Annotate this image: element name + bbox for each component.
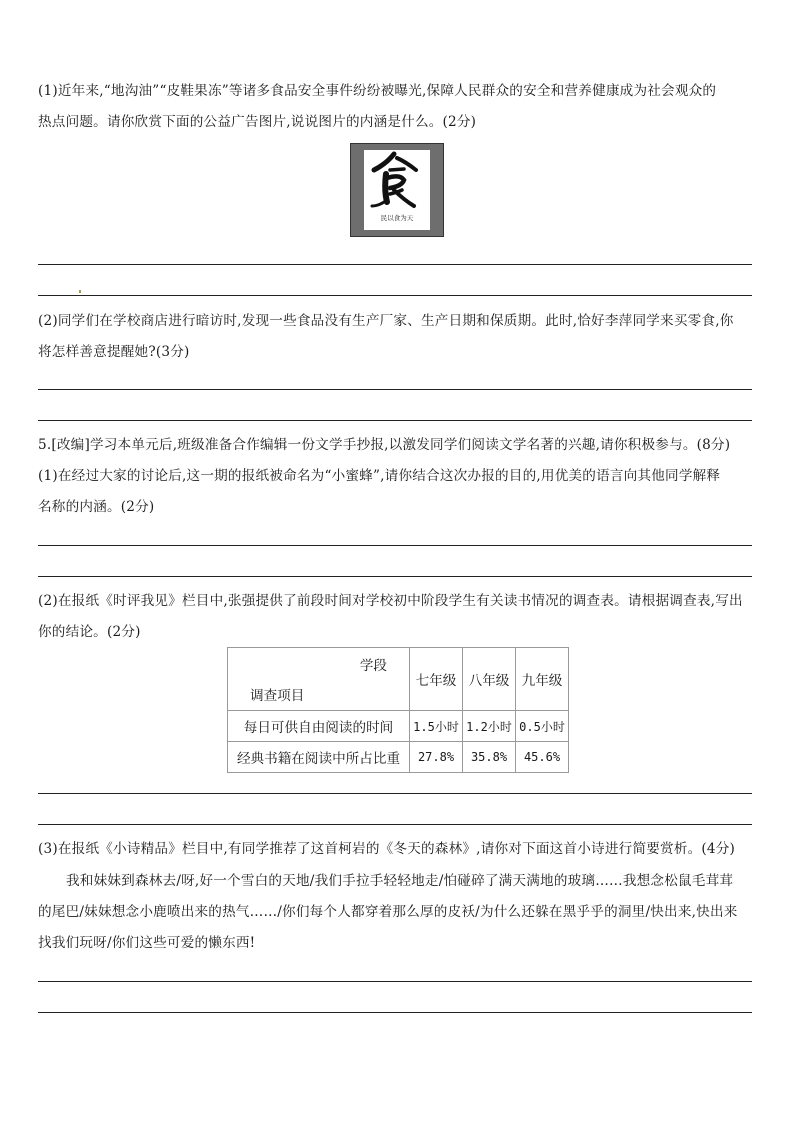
question-5-header: 5.[改编]学习本单元后,班级准备合作编辑一份文学手抄报,以激发同学们阅读文学名著的兴趣,请你积极参与。(8分) [38,437,731,453]
answer-line [38,389,752,390]
reading-survey-table [227,647,569,773]
question-5-1-line-2: 名称的内涵。(2分) [38,499,155,515]
table-cell: 1.2小时 [463,711,516,742]
poem-line-1: 我和妹妹到森林去/呀,好一个雪白的天地/我们手拉手轻轻地走/怕碰碎了满天满地的玻璃……我想念松鼠毛茸茸 [66,873,734,889]
table-row [228,711,569,742]
question-5-3-line-1: (3)在报纸《小诗精品》栏目中,有同学推荐了这首柯岩的《冬天的森林》,请你对下面这首小诗进行简要赏析。(4分) [38,841,736,857]
answer-line [38,264,752,265]
poster-panel [364,150,430,230]
calligraphy-glyph-icon [364,150,430,210]
table-cell: 45.6% [516,742,569,773]
question-2-line-1: (2)同学们在学校商店进行暗访时,发现一些食品没有生产厂家、生产日期和保质期。此时,恰好李萍同学来买零食,你 [38,313,734,329]
row-label: 每日可供自由阅读的时间 [228,711,410,742]
table-cell: 0.5小时 [516,711,569,742]
answer-line [38,576,752,577]
corner-label-grade: 学段 [359,658,387,674]
table-header-row [228,648,569,711]
row-label: 经典书籍在阅读中所占比重 [228,742,410,773]
answer-line [38,1012,752,1013]
grade-header: 九年级 [516,648,569,711]
question-5-1-line-1: (1)在经过大家的讨论后,这一期的报纸被命名为“小蜜蜂”,请你结合这次办报的目的,用优美的语言向其他同学解释 [38,468,721,484]
poem-line-3: 找我们玩呀/你们这些可爱的懒东西! [38,935,256,951]
answer-line [38,793,752,794]
answer-line [38,295,752,296]
question-2-line-2: 将怎样善意提醒她?(3分) [38,344,190,360]
table-corner-header [228,648,410,711]
poster-caption: 民以食为天 [380,214,414,222]
grade-header: 七年级 [410,648,463,711]
scan-mark [79,290,81,293]
table-cell: 1.5小时 [410,711,463,742]
question-5-2-line-1: (2)在报纸《时评我见》栏目中,张强提供了前段时间对学校初中阶段学生有关读书情况的调查表。请根据调查表,写出 [38,593,743,609]
corner-label-item: 调查项目 [250,688,305,704]
question-1-line-2: 热点问题。请你欣赏下面的公益广告图片,说说图片的内涵是什么。(2分) [38,114,477,130]
answer-line [38,981,752,982]
table-row [228,742,569,773]
poem-line-2: 的尾巴/妹妹想念小鹿喷出来的热气……/你们每个人都穿着那么厚的皮袄/为什么还躲在黑乎乎的洞里/快出来,快出来 [38,904,738,920]
answer-line [38,420,752,421]
question-1-line-1: (1)近年来,“地沟油”“皮鞋果冻”等诸多食品安全事件纷纷被曝光,保障人民群众的安全和营养健康成为社会观众的 [38,83,717,99]
table-cell: 35.8% [463,742,516,773]
answer-line [38,545,752,546]
table-cell: 27.8% [410,742,463,773]
grade-header: 八年级 [463,648,516,711]
public-service-poster [350,143,444,237]
question-5-2-line-2: 你的结论。(2分) [38,624,141,640]
answer-line [38,824,752,825]
